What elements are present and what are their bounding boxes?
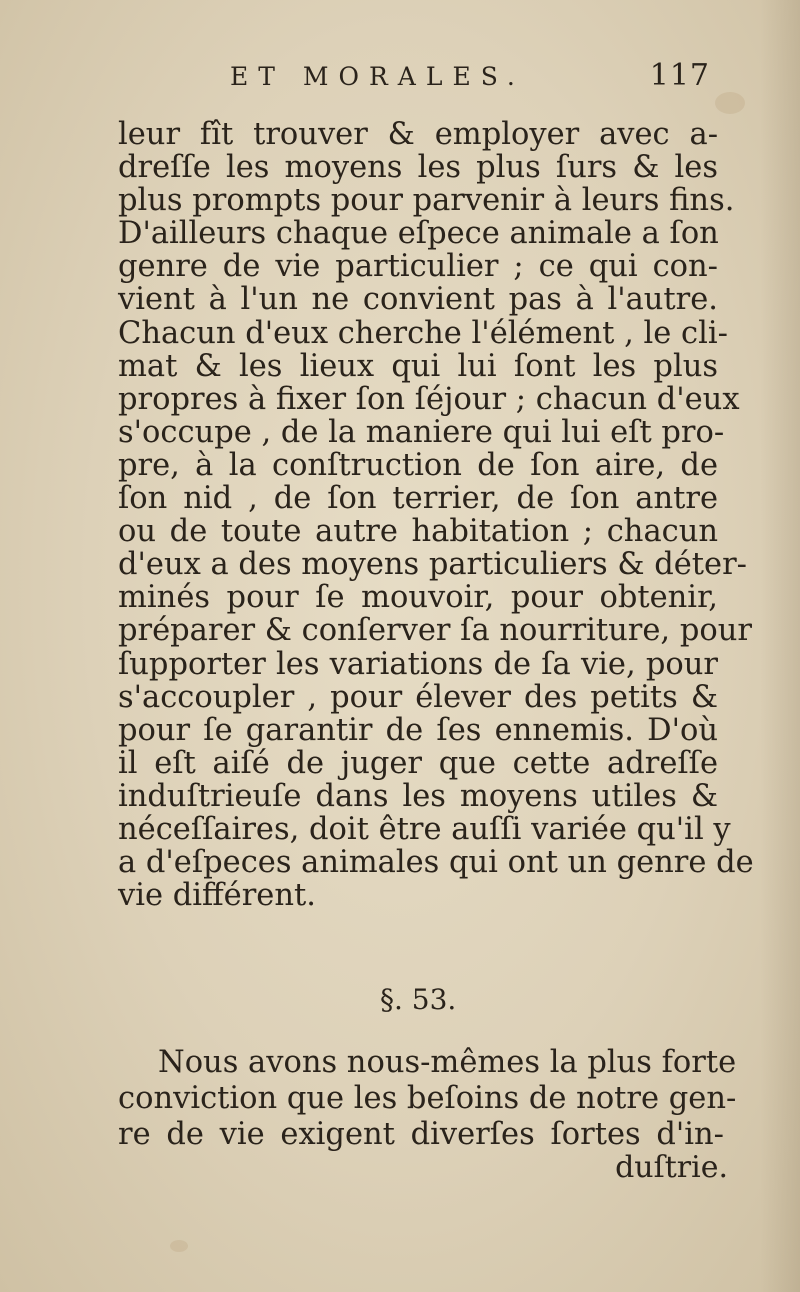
- text-line: ſupporter les variations de ſa vie, pour: [118, 646, 718, 682]
- catchword: duſtrie.: [615, 1150, 728, 1185]
- text-line: mat & les lieux qui lui ſont les plus: [118, 348, 718, 384]
- page-edge-shadow: [760, 0, 800, 1292]
- text-line: vie différent.: [118, 878, 316, 914]
- text-line: plus prompts pour parvenir à leurs fins.: [118, 183, 735, 219]
- text-line: induſtrieuſe dans les moyens utiles &: [118, 778, 718, 814]
- text-line: Nous avons nous-mêmes la plus forte: [158, 1045, 737, 1080]
- text-line: dreſſe les moyens les plus ſurs & les: [118, 150, 718, 186]
- text-line: minés pour ſe mouvoir, pour obtenir,: [118, 580, 718, 616]
- text-line: s'occupe , de la maniere qui lui eſt pro-: [118, 414, 725, 450]
- text-line: d'eux a des moyens particuliers & déter-: [118, 547, 747, 583]
- text-line: ſon nid , de ſon terrier, de ſon antre: [118, 481, 718, 517]
- text-line: s'accoupler , pour élever des petits &: [118, 679, 718, 715]
- text-line: il eſt aiſé de juger que cette adreſſe: [118, 745, 718, 781]
- text-line: vient à l'un ne convient pas à l'autre.: [118, 282, 718, 318]
- text-line: conviction que les beſoins de notre gen-: [118, 1081, 737, 1116]
- text-line: pre, à la conſtruction de ſon aire, de: [118, 447, 718, 483]
- running-head: [230, 58, 710, 102]
- text-line: néceſſaires, doit être auſſi variée qu'il y: [118, 811, 731, 847]
- section-heading: §. 53.: [380, 983, 457, 1016]
- text-line: ou de toute autre habitation ; chacun: [118, 514, 718, 550]
- text-line: pour ſe garantir de ſes ennemis. D'où: [118, 712, 718, 748]
- text-line: a d'eſpeces animales qui ont un genre de: [118, 845, 754, 881]
- running-title: ET MORALES.: [230, 62, 525, 91]
- text-line: préparer & conſerver ſa nourriture, pour: [118, 613, 752, 649]
- text-line: leur fît trouver & employer avec a-: [118, 117, 718, 152]
- paragraph-2: [118, 1045, 737, 1153]
- text-line: D'ailleurs chaque eſpece animale a ſon: [118, 216, 719, 252]
- text-line: Chacun d'eux cherche l'élément , le cli-: [118, 315, 728, 351]
- text-line: propres à fixer ſon ſéjour ; chacun d'eux: [118, 381, 740, 417]
- text-line: re de vie exigent diverſes ſortes d'in-: [118, 1117, 724, 1152]
- text-line: genre de vie particulier ; ce qui con-: [118, 249, 718, 285]
- paragraph-1: [118, 117, 754, 914]
- foxing-spot: [170, 1240, 188, 1252]
- foxing-spot: [715, 92, 745, 114]
- page-number: 117: [649, 58, 710, 93]
